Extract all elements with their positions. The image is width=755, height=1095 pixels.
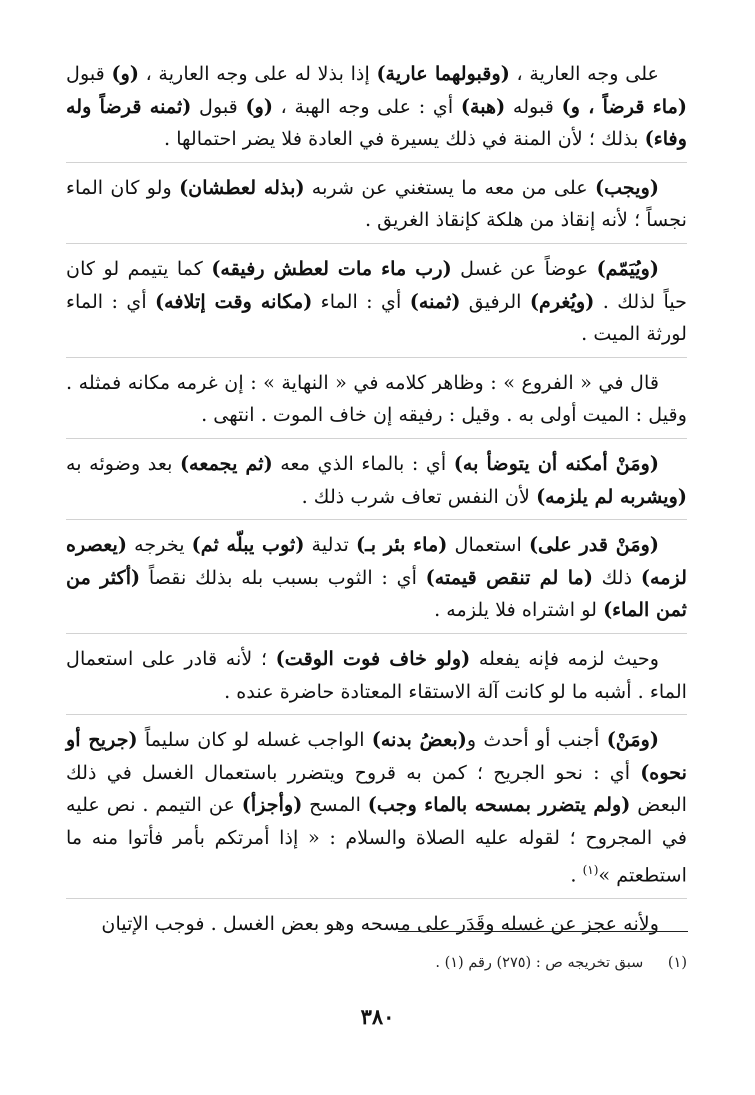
text-run: على من معه ما يستغني عن شربه xyxy=(304,175,595,199)
text-run: ذلك xyxy=(592,565,641,589)
bold-text: (وأجزأ) xyxy=(241,793,303,817)
paragraph xyxy=(66,253,687,358)
text-run: أي : الماء لورثة الميت . xyxy=(66,289,687,346)
bold-text: (ومَنْ) xyxy=(606,728,659,752)
footnote xyxy=(435,953,687,973)
text-run: ولو كان الماء نجساً ؛ لأنه إنقاذ من هلكة كإنقاذ الغريق . xyxy=(66,175,687,232)
bold-text: (و) xyxy=(245,94,273,118)
text-run: إذا بذلا له على وجه العارية ، xyxy=(138,62,377,85)
bold-text: (ومَنْ قدر على) xyxy=(528,533,659,557)
bold-text: (بعضُ بدنه) xyxy=(371,728,467,752)
text-run: يخرجه xyxy=(126,533,192,557)
bold-text: (وقبولهما عارية) xyxy=(376,62,510,85)
bold-text: (ولو خاف فوت الوقت) xyxy=(275,646,471,670)
text-run: كما يتيمم لو كان حياً لذلك . xyxy=(66,256,687,313)
bold-text: (ما لم تنقص قيمته) xyxy=(425,565,593,589)
bold-text: (رب ماء مات لعطش رفيقه) xyxy=(211,256,452,280)
bold-text: (جريح أو نحوه) xyxy=(66,728,687,784)
bold-text: (ثم يجمعه) xyxy=(179,451,273,475)
text-run: عن التيمم . نص عليه في المجروح ؛ لقوله عليه الصلاة والسلام : « إذا أمرتكم بأمر فأتوا منه ما استطعتم » xyxy=(66,793,687,887)
text-run: أجنب أو أحدث و xyxy=(466,728,607,752)
text-run: أي : نحو الجريح ؛ كمن به قروح ويتضرر باستعمال الغسل في ذلك البعض xyxy=(66,760,687,817)
bold-text: (ثمنه قرضاً وله وفاء) xyxy=(66,94,687,151)
text-run: وحيث لزمه فإنه يفعله xyxy=(470,646,660,670)
text-run: على وجه العارية ، xyxy=(509,62,660,85)
text-run: الرفيق xyxy=(460,289,530,313)
paragraph xyxy=(66,643,687,715)
text-run: عوضاً عن غسل xyxy=(451,256,597,280)
text-run: أي : الثوب بسبب بله بذلك نقصاً xyxy=(140,565,426,589)
bold-text: (ماء بئر بـ) xyxy=(356,533,448,557)
text-run: قبول xyxy=(66,62,112,85)
text-run: قال في « الفروع » : وظاهر كلامه في « النهاية » : إن غرمه مكانه فمثله . وقيل : الميت أولى به . وقيل : رفيقه إن خاف الموت . انتهى . xyxy=(66,370,687,427)
bold-text: (أكثر من ثمن الماء) xyxy=(66,565,687,622)
text-run: بعد وضوئه به xyxy=(66,451,180,475)
bold-text: (ماء قرضاً ، و) xyxy=(561,94,687,118)
page-number: ٣٨٠ xyxy=(360,1004,395,1029)
paragraph xyxy=(66,448,687,520)
bold-text: (ويُغرم) xyxy=(529,289,595,313)
bold-text: (ومَنْ أمكنه أن يتوضأ به) xyxy=(453,451,659,475)
paragraph xyxy=(66,367,687,439)
bold-text: (ويُيَمّم) xyxy=(596,256,659,280)
paragraph xyxy=(66,724,687,899)
text-run: بذلك ؛ لأن المنة في ذلك يسيرة في العادة فلا يضر احتمالها . xyxy=(164,127,645,151)
body-text xyxy=(66,58,687,947)
text-run: قبول xyxy=(191,94,246,118)
text-run: الواجب غسله لو كان سليماً xyxy=(137,728,372,752)
bold-text: (ثوب يبلّه ثم) xyxy=(191,533,305,557)
text-run: لو اشتراه فلا يلزمه . xyxy=(434,598,604,622)
text-run: أي : على وجه الهبة ، xyxy=(272,94,461,118)
paragraph xyxy=(66,172,687,244)
text-run: ولأنه عجز عن غسله وقَدَر على مسحه وهو بعض الغسل . فوجب الإتيان xyxy=(101,912,659,936)
text-run: أي : بالماء الذي معه xyxy=(272,451,454,475)
footnote-separator xyxy=(398,931,688,932)
bold-text: (مكانه وقت إتلافه) xyxy=(155,289,313,313)
bold-text: (ويشربه لم يلزمه) xyxy=(536,484,687,508)
paragraph xyxy=(66,529,687,634)
text-run: لأن النفس تعاف شرب ذلك . xyxy=(301,484,537,508)
text-run: تدلية xyxy=(304,533,356,557)
bold-text: (ولم يتضرر بمسحه بالماء وجب) xyxy=(367,793,631,817)
text-run: ؛ لأنه قادر على استعمال الماء . أشبه ما لو كانت آلة الاستقاء المعتادة حاضرة عنده . xyxy=(66,646,687,703)
bold-text: (هبة) xyxy=(460,94,506,118)
text-run: استعمال xyxy=(447,533,529,557)
text-run: المسح xyxy=(302,793,368,817)
text-run: أي : الماء xyxy=(312,289,410,313)
footnote-reference: (١) xyxy=(582,863,599,878)
bold-text: (و) xyxy=(111,62,139,85)
bold-text: (ويجب) xyxy=(595,175,659,199)
bold-text: (ثمنه) xyxy=(409,289,461,313)
text-run: قبوله xyxy=(505,94,562,118)
paragraph xyxy=(66,58,687,163)
bold-text: (يعصره لزمه) xyxy=(66,533,687,589)
paragraph xyxy=(66,908,687,947)
text-run: . xyxy=(570,863,583,887)
footnote-text: سبق تخريجه ص : (٢٧٥) رقم (١) . xyxy=(435,955,644,971)
footnote-number: (١) xyxy=(667,955,687,971)
bold-text: (بذله لعطشان) xyxy=(179,175,305,199)
